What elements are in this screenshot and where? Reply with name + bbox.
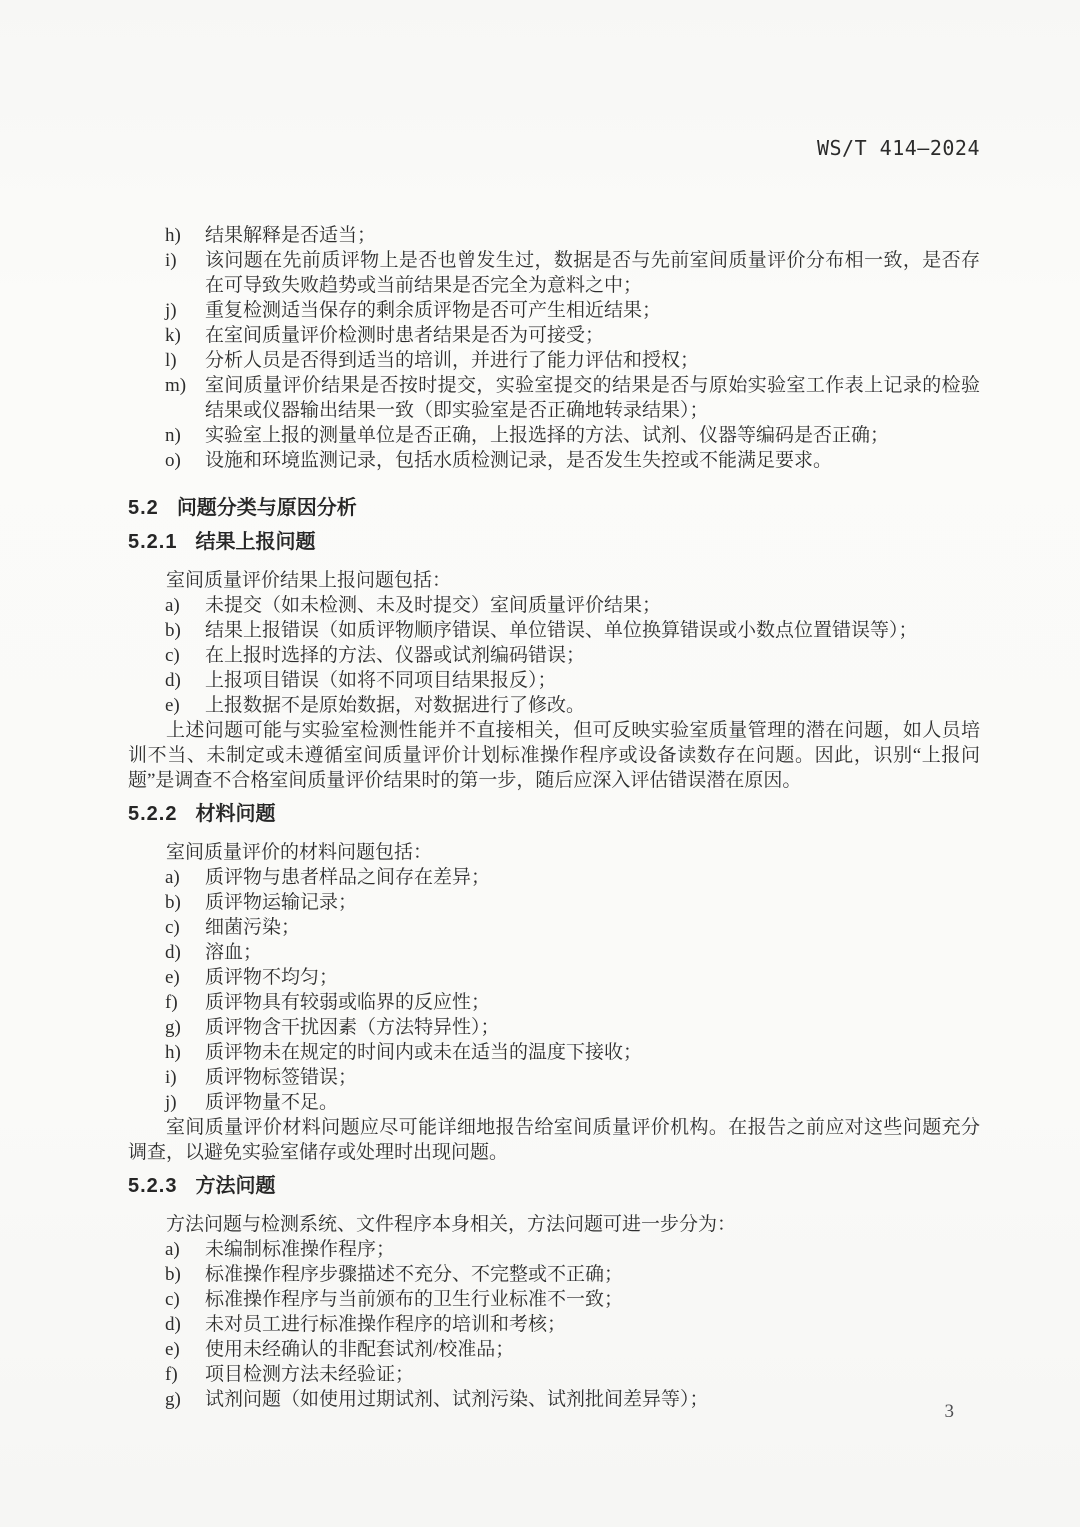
list-item-text: 重复检测适当保存的剩余质评物是否可产生相近结果； [205, 300, 662, 321]
list-item [128, 915, 980, 940]
result-report-problem-list [128, 593, 980, 718]
section-title: 方法问题 [195, 1175, 276, 1197]
list-item-label: k) [165, 325, 181, 346]
list-item [128, 1040, 980, 1065]
list-item-label: c) [165, 645, 180, 666]
list-item-text: 使用未经确认的非配套试剂/校准品； [205, 1339, 515, 1360]
list-item [128, 423, 980, 448]
list-item [128, 865, 980, 890]
section-number: 5.2.1 [128, 531, 178, 553]
list-item-label: c) [165, 917, 180, 938]
list-item-text: 质评物量不足。 [205, 1092, 339, 1113]
list-item-label: c) [165, 1289, 180, 1310]
list-item [128, 1262, 980, 1287]
method-problem-list [128, 1237, 980, 1412]
list-item-text: 在上报时选择的方法、仪器或试剂编码错误； [205, 645, 586, 666]
list-item-text: 上报项目错误（如将不同项目结果报反）； [205, 670, 557, 691]
list-item [128, 668, 980, 693]
section-title: 问题分类与原因分析 [176, 497, 357, 519]
list-item-text: 该问题在先前质评物上是否也曾发生过，数据是否与先前室间质量评价分布相一致，是否存在可导致失败趋势或当前结果是否完全为意料之中； [205, 250, 980, 296]
list-item-label: h) [165, 225, 181, 246]
list-item-label: g) [165, 1389, 181, 1410]
list-item-text: 结果解释是否适当； [205, 225, 377, 246]
list-item-text: 未对员工进行标准操作程序的培训和考核； [205, 1314, 567, 1335]
list-item [128, 1287, 980, 1312]
list-item-label: i) [165, 250, 177, 271]
list-item [128, 373, 980, 423]
list-item-label: h) [165, 1042, 181, 1063]
list-item [128, 1337, 980, 1362]
section-5-2-1-paragraph: 上述问题可能与实验室检测性能并不直接相关，但可反映实验室质量管理的潜在问题，如人员培训不当、未制定或未遵循室间质量评价计划标准操作程序或设备读数存在问题。因此，识别“上报问题”是调查不合格室间质量评价结果时的第一步，随后应深入评估错误潜在原因。 [128, 720, 980, 791]
list-item [128, 298, 980, 323]
list-item-label: o) [165, 450, 181, 471]
list-item-label: e) [165, 695, 180, 716]
standard-code: WS/T 414—2024 [816, 136, 980, 160]
list-item [128, 990, 980, 1015]
list-item-text: 质评物标签错误； [205, 1067, 358, 1088]
list-item-text: 未编制标准操作程序； [205, 1239, 396, 1260]
section-number: 5.2.2 [128, 803, 178, 825]
list-item-text: 项目检测方法未经验证； [205, 1364, 415, 1385]
list-item-text: 标准操作程序步骤描述不充分、不完整或不正确； [205, 1264, 624, 1285]
page-content [128, 223, 980, 1412]
list-item-label: i) [165, 1067, 177, 1088]
list-item-text: 设施和环境监测记录，包括水质检测记录，是否发生失控或不能满足要求。 [205, 450, 833, 471]
list-item-label: l) [165, 350, 177, 371]
list-item-text: 未提交（如未检测、未及时提交）室间质量评价结果； [205, 595, 662, 616]
list-item-text: 质评物不均匀； [205, 967, 339, 988]
list-item-label: f) [165, 992, 178, 1013]
list-item-label: d) [165, 1314, 181, 1335]
list-item [128, 618, 980, 643]
list-item-text: 实验室上报的测量单位是否正确，上报选择的方法、试剂、仪器等编码是否正确； [205, 425, 890, 446]
list-item-label: a) [165, 595, 180, 616]
checklist-items-h-o [128, 223, 980, 473]
list-item [128, 693, 980, 718]
list-item [128, 1362, 980, 1387]
section-title: 材料问题 [195, 803, 276, 825]
list-item-label: d) [165, 670, 181, 691]
section-5-2-2-intro: 室间质量评价的材料问题包括： [166, 842, 433, 863]
list-item [128, 348, 980, 373]
section-title: 结果上报问题 [195, 531, 316, 553]
list-item [128, 643, 980, 668]
list-item-label: b) [165, 620, 181, 641]
page-number: 3 [944, 1401, 954, 1422]
list-item-text: 标准操作程序与当前颁布的卫生行业标准不一致； [205, 1289, 624, 1310]
list-item-label: g) [165, 1017, 181, 1038]
list-item [128, 323, 980, 348]
list-item [128, 890, 980, 915]
list-item-text: 质评物与患者样品之间存在差异； [205, 867, 491, 888]
list-item-label: f) [165, 1364, 178, 1385]
section-5-2-2-paragraph: 室间质量评价材料问题应尽可能详细地报告给室间质量评价机构。在报告之前应对这些问题充分调查，以避免实验室储存或处理时出现问题。 [128, 1117, 980, 1163]
list-item-text: 质评物具有较弱或临界的反应性； [205, 992, 491, 1013]
list-item-text: 质评物含干扰因素（方法特异性）； [205, 1017, 500, 1038]
list-item-label: e) [165, 967, 180, 988]
list-item-text: 室间质量评价结果是否按时提交，实验室提交的结果是否与原始实验室工作表上记录的检验结果或仪器输出结果一致（即实验室是否正确地转录结果）； [205, 375, 980, 421]
list-item [128, 1312, 980, 1337]
list-item-text: 溶血； [205, 942, 263, 963]
list-item [128, 448, 980, 473]
section-5-2-3-intro: 方法问题与检测系统、文件程序本身相关，方法问题可进一步分为： [166, 1214, 737, 1235]
list-item-text: 试剂问题（如使用过期试剂、试剂污染、试剂批间差异等）； [205, 1389, 709, 1410]
list-item [128, 1090, 980, 1115]
list-item-label: e) [165, 1339, 180, 1360]
section-5-2-2-heading [128, 802, 980, 827]
list-item [128, 965, 980, 990]
list-item [128, 1015, 980, 1040]
list-item-label: a) [165, 1239, 180, 1260]
list-item [128, 248, 980, 298]
list-item-text: 质评物未在规定的时间内或未在适当的温度下接收； [205, 1042, 643, 1063]
list-item [128, 1237, 980, 1262]
list-item-label: a) [165, 867, 180, 888]
list-item-label: j) [165, 1092, 177, 1113]
section-5-2-3-heading [128, 1174, 980, 1199]
section-5-2-heading [128, 496, 980, 521]
material-problem-list [128, 865, 980, 1115]
list-item-label: j) [165, 300, 177, 321]
list-item-text: 质评物运输记录； [205, 892, 358, 913]
list-item [128, 593, 980, 618]
list-item-label: b) [165, 1264, 181, 1285]
list-item-text: 分析人员是否得到适当的培训，并进行了能力评估和授权； [205, 350, 700, 371]
section-number: 5.2 [128, 497, 159, 519]
section-5-2-1-intro: 室间质量评价结果上报问题包括： [166, 570, 452, 591]
list-item-text: 结果上报错误（如质评物顺序错误、单位错误、单位换算错误或小数点位置错误等）； [205, 620, 918, 641]
list-item-text: 在室间质量评价检测时患者结果是否为可接受； [205, 325, 605, 346]
list-item [128, 223, 980, 248]
list-item-label: d) [165, 942, 181, 963]
list-item [128, 1065, 980, 1090]
list-item-label: n) [165, 425, 181, 446]
list-item [128, 940, 980, 965]
list-item [128, 1387, 980, 1412]
list-item-label: m) [165, 375, 187, 396]
section-number: 5.2.3 [128, 1175, 178, 1197]
section-5-2-1-heading [128, 530, 980, 555]
list-item-text: 上报数据不是原始数据，对数据进行了修改。 [205, 695, 586, 716]
list-item-text: 细菌污染； [205, 917, 301, 938]
list-item-label: b) [165, 892, 181, 913]
